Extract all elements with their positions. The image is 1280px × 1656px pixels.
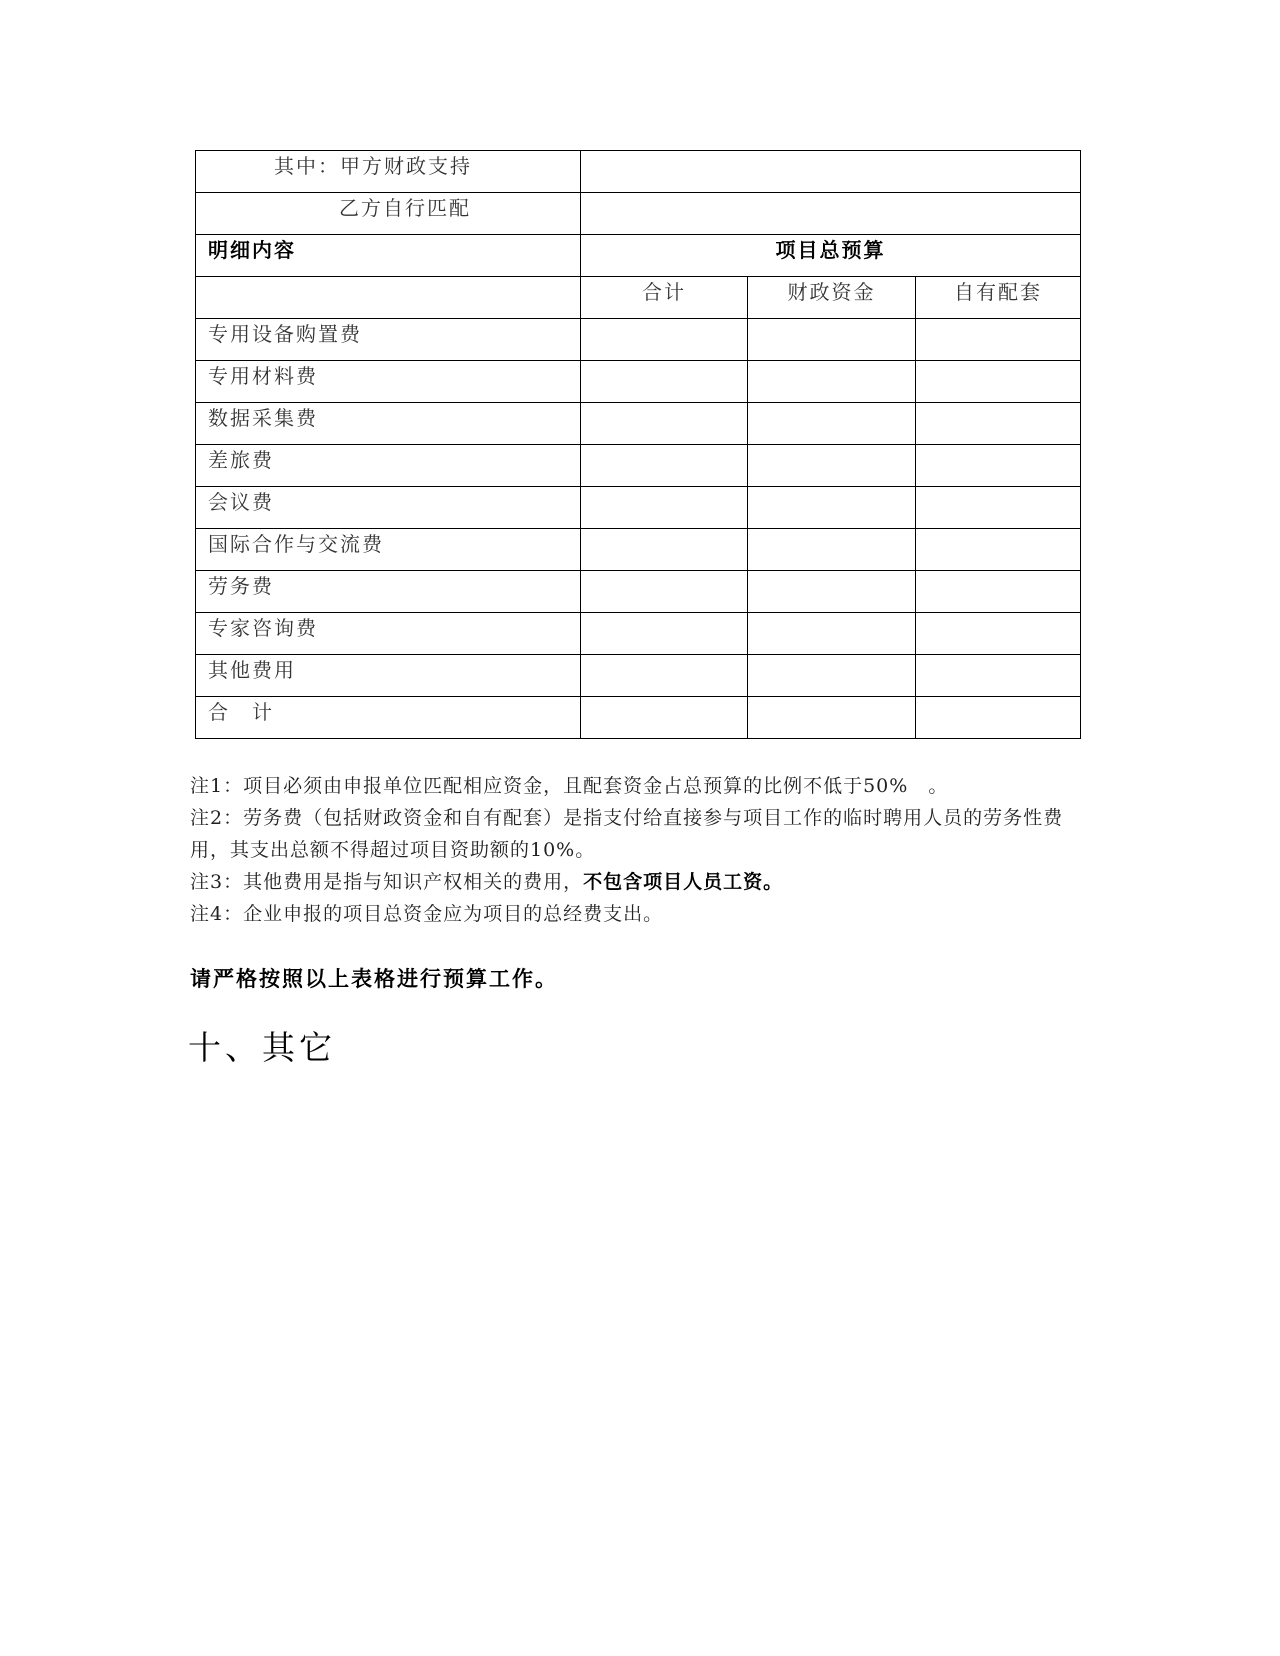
note-3-bold: 不包含项目人员工资。 bbox=[583, 871, 784, 893]
subheader-finance: 财政资金 bbox=[748, 277, 916, 319]
expense-label: 专家咨询费 bbox=[196, 613, 581, 655]
expense-self-cell bbox=[916, 361, 1081, 403]
note-1: 注1：项目必须由申报单位匹配相应资金，且配套资金占总预算的比例不低于50% 。 bbox=[190, 775, 949, 797]
expense-row bbox=[196, 697, 1081, 739]
note-4: 注4：企业申报的项目总资金应为项目的总经费支出。 bbox=[190, 903, 664, 925]
expense-total-cell bbox=[581, 529, 748, 571]
funding-row-finance bbox=[196, 151, 1081, 193]
expense-row bbox=[196, 571, 1081, 613]
note-3 bbox=[190, 866, 1090, 898]
expense-self-cell bbox=[916, 445, 1081, 487]
expense-finance-cell bbox=[748, 529, 916, 571]
expense-finance-cell bbox=[748, 361, 916, 403]
expense-row bbox=[196, 319, 1081, 361]
expense-row bbox=[196, 655, 1081, 697]
notes bbox=[190, 770, 1090, 930]
expense-finance-cell bbox=[748, 319, 916, 361]
header-row bbox=[196, 235, 1081, 277]
expense-total-cell bbox=[581, 361, 748, 403]
funding-value-self bbox=[581, 193, 1081, 235]
expense-finance-cell bbox=[748, 487, 916, 529]
funding-row-self bbox=[196, 193, 1081, 235]
expense-finance-cell bbox=[748, 403, 916, 445]
funding-value-finance bbox=[581, 151, 1081, 193]
expense-total-cell bbox=[581, 319, 748, 361]
expense-label: 劳务费 bbox=[196, 571, 581, 613]
expense-label: 专用材料费 bbox=[196, 361, 581, 403]
expense-row bbox=[196, 487, 1081, 529]
expense-row bbox=[196, 445, 1081, 487]
expense-row bbox=[196, 361, 1081, 403]
expense-finance-cell bbox=[748, 655, 916, 697]
expense-row bbox=[196, 529, 1081, 571]
note-3-text: 注3：其他费用是指与知识产权相关的费用， bbox=[190, 871, 584, 893]
expense-total-cell bbox=[581, 571, 748, 613]
expense-label: 差旅费 bbox=[196, 445, 581, 487]
expense-self-cell bbox=[916, 571, 1081, 613]
budget-table bbox=[195, 150, 1081, 739]
instruction-text: 请严格按照以上表格进行预算工作。 bbox=[190, 966, 558, 991]
expense-total-cell bbox=[581, 613, 748, 655]
budget-header: 项目总预算 bbox=[581, 235, 1081, 277]
expense-self-cell bbox=[916, 613, 1081, 655]
expense-total-cell bbox=[581, 403, 748, 445]
expense-row bbox=[196, 613, 1081, 655]
detail-header: 明细内容 bbox=[196, 235, 581, 277]
expense-label: 专用设备购置费 bbox=[196, 319, 581, 361]
expense-finance-cell bbox=[748, 697, 916, 739]
expense-label: 会议费 bbox=[196, 487, 581, 529]
note-2: 注2：劳务费（包括财政资金和自有配套）是指支付给直接参与项目工作的临时聘用人员的劳务性费用，其支出总额不得超过项目资助额的10%。 bbox=[190, 807, 1064, 861]
expense-label: 国际合作与交流费 bbox=[196, 529, 581, 571]
expense-label: 数据采集费 bbox=[196, 403, 581, 445]
expense-self-cell bbox=[916, 319, 1081, 361]
expense-total-cell bbox=[581, 655, 748, 697]
subheader-self: 自有配套 bbox=[916, 277, 1081, 319]
expense-self-cell bbox=[916, 697, 1081, 739]
expense-label: 其他费用 bbox=[196, 655, 581, 697]
expense-finance-cell bbox=[748, 445, 916, 487]
section-heading: 十、其它 bbox=[188, 1028, 336, 1067]
funding-label-self: 乙方自行匹配 bbox=[196, 193, 581, 235]
expense-row bbox=[196, 403, 1081, 445]
expense-finance-cell bbox=[748, 613, 916, 655]
expense-self-cell bbox=[916, 529, 1081, 571]
expense-total-cell bbox=[581, 445, 748, 487]
expense-self-cell bbox=[916, 487, 1081, 529]
subheader-row bbox=[196, 277, 1081, 319]
subheader-empty bbox=[196, 277, 581, 319]
expense-finance-cell bbox=[748, 571, 916, 613]
expense-self-cell bbox=[916, 403, 1081, 445]
expense-total-cell bbox=[581, 487, 748, 529]
funding-label-finance: 其中：甲方财政支持 bbox=[196, 151, 581, 193]
expense-label: 合 计 bbox=[196, 697, 581, 739]
expense-self-cell bbox=[916, 655, 1081, 697]
subheader-total: 合计 bbox=[581, 277, 748, 319]
expense-total-cell bbox=[581, 697, 748, 739]
